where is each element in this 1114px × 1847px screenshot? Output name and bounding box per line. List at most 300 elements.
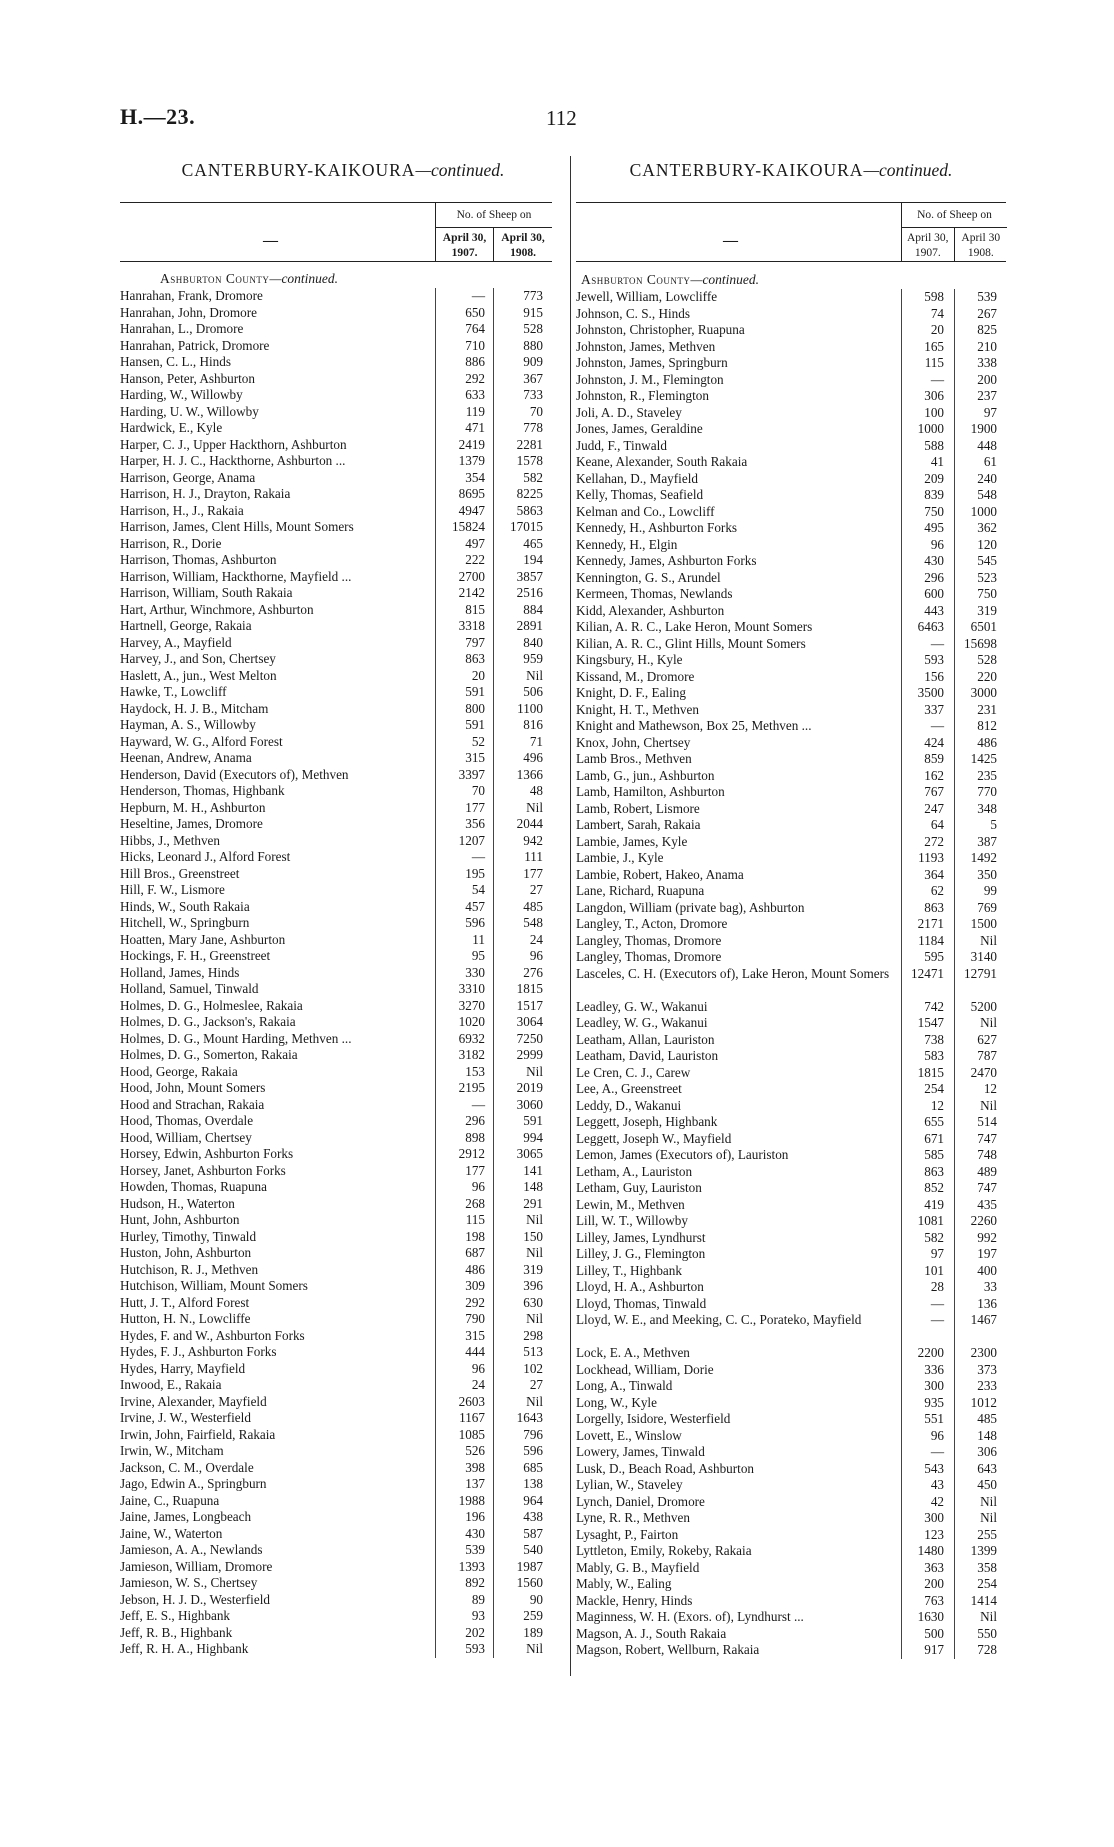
entry-name: Jeff, R. B., Highbank <box>120 1624 233 1640</box>
sheep-1907: 337 <box>924 701 944 717</box>
sheep-1907: 430 <box>924 553 944 568</box>
sheep-1907: 272 <box>924 833 944 849</box>
table-row <box>576 405 1006 422</box>
entry-name: Hurley, Timothy, Tinwald <box>120 1228 257 1244</box>
entry-name: Leadley, W. G., Wakanui <box>576 1015 708 1030</box>
table-row <box>576 570 1006 587</box>
sheep-1908: Nil <box>980 1510 997 1525</box>
sheep-1907: — <box>471 849 485 864</box>
sheep-1907: 892 <box>465 1575 485 1590</box>
sheep-1908: 150 <box>523 1228 543 1244</box>
sheep-1908: 148 <box>977 1427 997 1443</box>
sheep-1907: 495 <box>924 520 944 535</box>
sheep-1907: 457 <box>465 898 485 914</box>
entry-name: Jaine, C., Ruapuna <box>120 1492 220 1508</box>
left-column-title: CANTERBURY-KAIKOURA—continued. <box>181 160 505 180</box>
sheep-1907: 886 <box>465 354 485 369</box>
sheep-1908: 909 <box>523 354 543 369</box>
sheep-1908: 539 <box>977 289 997 304</box>
sheep-1907: 6463 <box>917 619 944 634</box>
table-row <box>120 948 566 965</box>
table-row <box>576 289 1006 306</box>
table-row <box>120 734 566 751</box>
sheep-1907: 296 <box>465 1113 485 1128</box>
name-column-header: — <box>723 233 738 249</box>
sheep-1908: 400 <box>977 1262 997 1278</box>
entry-name: Lysaght, P., Fairton <box>576 1526 679 1542</box>
sheep-1908: 1500 <box>970 916 997 931</box>
sheep-1907: 196 <box>465 1509 485 1524</box>
entry-name: Hansen, C. L., Hinds <box>120 354 231 369</box>
sheep-1908: 747 <box>977 1180 997 1195</box>
sheep-1908: 2260 <box>970 1213 997 1228</box>
entry-name: Leggett, Joseph, Highbank <box>576 1114 718 1129</box>
table-row <box>120 552 566 569</box>
sheep-group-label: No. of Sheep on <box>902 203 1007 228</box>
sheep-1908: 3065 <box>516 1146 543 1161</box>
entry-name: Kingsbury, H., Kyle <box>576 652 683 667</box>
table-row <box>576 1477 1006 1494</box>
entry-name: Holland, Samuel, Tinwald <box>120 981 259 996</box>
table-row <box>120 981 566 998</box>
table-row <box>576 322 1006 339</box>
sheep-1907: — <box>930 1295 944 1311</box>
sheep-1908: 298 <box>523 1327 543 1343</box>
sheep-1907: 198 <box>465 1228 485 1244</box>
sheep-1907: 100 <box>924 404 944 420</box>
sheep-1908: 1467 <box>970 1312 997 1327</box>
sheep-1908: 1414 <box>970 1592 997 1608</box>
entry-name: Lilley, J. G., Flemington <box>576 1246 706 1261</box>
entry-name: Harvey, A., Mayfield <box>120 634 232 650</box>
sheep-1907: 738 <box>924 1031 944 1047</box>
table-row <box>576 702 1006 719</box>
sheep-1908: 254 <box>977 1576 997 1591</box>
sheep-1908: 319 <box>523 1261 543 1277</box>
entry-name: Johnston, R., Flemington <box>576 388 709 403</box>
sheep-1907: 815 <box>465 601 485 617</box>
table-row <box>576 1164 1006 1181</box>
sheep-1908: 528 <box>977 652 997 667</box>
table-row <box>120 1146 566 1163</box>
sheep-count-header <box>435 203 552 261</box>
table-row <box>120 1559 566 1576</box>
sheep-1907: 62 <box>930 883 944 898</box>
sheep-1907: 500 <box>924 1625 944 1641</box>
entry-name: Lasceles, C. H. (Executors of), Lake Heron, Mount Somers <box>576 965 890 981</box>
table-row <box>120 1361 566 1378</box>
entry-name: Lyttleton, Emily, Rokeby, Rakaia <box>576 1543 752 1558</box>
sheep-1908: 435 <box>977 1196 997 1212</box>
sheep-1907: 28 <box>930 1279 944 1294</box>
sheep-1907: 1184 <box>918 932 944 948</box>
sheep-1907: 89 <box>471 1591 485 1607</box>
sheep-1907: 222 <box>465 552 485 567</box>
entry-name: Knox, John, Chertsey <box>576 734 691 750</box>
table-row <box>120 932 566 949</box>
sheep-1908: 197 <box>977 1246 997 1261</box>
sheep-1907: 419 <box>924 1196 944 1212</box>
entry-name: Harvey, J., and Son, Chertsey <box>120 651 276 666</box>
entry-name: Lee, A., Greenstreet <box>576 1081 682 1096</box>
entry-name: Kellahan, D., Mayfield <box>576 470 698 486</box>
sheep-1908: Nil <box>526 1063 543 1079</box>
entry-name: Hill Bros., Greenstreet <box>120 865 240 881</box>
table-row <box>120 1608 566 1625</box>
entry-name: Lock, E. A., Methven <box>576 1345 690 1360</box>
sheep-group-label: No. of Sheep on <box>436 203 552 228</box>
sheep-1907: 588 <box>924 437 944 453</box>
table-row <box>576 801 1006 818</box>
entry-name: Lorgelly, Isidore, Westerfield <box>576 1411 731 1426</box>
left-column <box>120 158 566 1658</box>
table-row <box>576 685 1006 702</box>
entry-name: Leddy, D., Wakanui <box>576 1097 682 1113</box>
sheep-1907: 70 <box>471 783 485 798</box>
sheep-1907: 156 <box>924 668 944 684</box>
sheep-1908: 2516 <box>516 585 543 600</box>
sheep-1908: 884 <box>523 601 543 617</box>
table-row <box>120 1196 566 1213</box>
entry-name: Haslett, A., jun., West Melton <box>120 667 277 683</box>
sheep-1907: 543 <box>924 1460 944 1476</box>
sheep-1907: 3397 <box>458 766 485 782</box>
sheep-1907: 1207 <box>458 832 485 848</box>
sheep-1907: 1379 <box>458 453 485 468</box>
sheep-1908: 548 <box>523 915 543 930</box>
entry-name: Lambie, Robert, Hakeo, Anama <box>576 866 744 882</box>
table-row <box>576 834 1006 851</box>
sheep-1907: 296 <box>924 569 944 585</box>
entry-name: Leadley, G. W., Wakanui <box>576 998 708 1014</box>
entry-name: Lilley, T., Highbank <box>576 1262 682 1278</box>
entry-name: Harrison, William, Hackthorne, Mayfield ... <box>120 568 352 584</box>
sheep-1907: 202 <box>465 1624 485 1640</box>
table-row <box>576 1395 1006 1412</box>
section-heading: Ashburton County—continued. <box>160 271 339 286</box>
entry-name: Henderson, David (Executors of), Methven <box>120 766 349 782</box>
entry-name: Jones, James, Geraldine <box>576 421 703 436</box>
entry-name: Lambie, J., Kyle <box>576 850 664 865</box>
sheep-1907: 3270 <box>458 997 485 1013</box>
sheep-1908: 5863 <box>516 502 543 518</box>
table-row <box>120 1295 566 1312</box>
name-column-header: — <box>263 233 278 249</box>
sheep-1907: 6932 <box>458 1030 485 1046</box>
entry-name: Hood, William, Chertsey <box>120 1129 252 1145</box>
sheep-1907: 356 <box>465 816 485 831</box>
sheep-1908: 48 <box>529 783 543 798</box>
sheep-1908: 33 <box>983 1279 997 1294</box>
table-row <box>120 1592 566 1609</box>
table-row <box>120 1311 566 1328</box>
sheep-1907: 119 <box>465 403 485 419</box>
table-row <box>120 1080 566 1097</box>
sheep-1908: 747 <box>977 1130 997 1146</box>
table-row <box>120 1460 566 1477</box>
table-row <box>576 372 1006 389</box>
entry-name: Hutt, J. T., Alford Forest <box>120 1294 250 1310</box>
sheep-1907: 650 <box>465 304 485 320</box>
sheep-1908: 220 <box>977 668 997 684</box>
sheep-1908: 728 <box>977 1642 997 1657</box>
right-column-title: CANTERBURY-KAIKOURA—continued. <box>629 160 953 180</box>
sheep-1908: 70 <box>529 403 543 419</box>
sheep-1907: 200 <box>924 1576 944 1591</box>
entry-name: Knight, D. F., Ealing <box>576 685 686 700</box>
sheep-1908: 1517 <box>516 997 543 1013</box>
sheep-1907: 764 <box>465 321 485 336</box>
table-row <box>120 1575 566 1592</box>
table-row <box>576 1510 1006 1527</box>
table-row <box>120 866 566 883</box>
sheep-1908: 120 <box>977 536 997 552</box>
table-row <box>576 1048 1006 1065</box>
table-row <box>576 306 1006 323</box>
report-code: H.—23. <box>120 104 196 129</box>
sheep-1907: 1085 <box>458 1426 485 1442</box>
sheep-1907: 863 <box>924 1163 944 1179</box>
table-row <box>576 537 1006 554</box>
sheep-1907: 430 <box>465 1525 485 1541</box>
sheep-1908: 255 <box>977 1526 997 1542</box>
sheep-1908: 2300 <box>970 1345 997 1360</box>
table-row <box>120 618 566 635</box>
sheep-1907: 364 <box>924 866 944 882</box>
sheep-1907: 2700 <box>458 568 485 584</box>
sheep-1908: 750 <box>977 586 997 601</box>
entry-name: Holland, James, Hinds <box>120 964 240 980</box>
sheep-1907: — <box>930 1312 944 1327</box>
table-row <box>576 751 1006 768</box>
section-heading: Ashburton County—continued. <box>581 272 760 287</box>
entry-name: Harrison, R., Dorie <box>120 535 222 551</box>
entry-name: Mackle, Henry, Hinds <box>576 1592 693 1608</box>
table-row <box>576 669 1006 686</box>
sheep-1908: 528 <box>523 321 543 336</box>
table-row <box>120 321 566 338</box>
table-row <box>120 1509 566 1526</box>
sheep-1907: 593 <box>924 652 944 667</box>
sheep-1908: 61 <box>983 454 997 469</box>
table-row <box>120 816 566 833</box>
entry-name: Langley, Thomas, Dromore <box>576 932 722 948</box>
table-row <box>576 586 1006 603</box>
sheep-1908: 71 <box>529 733 543 749</box>
table-row <box>576 735 1006 752</box>
table-row <box>576 1131 1006 1148</box>
entry-name: Kennedy, H., Ashburton Forks <box>576 520 738 535</box>
table-row <box>576 504 1006 521</box>
entry-name: Letham, A., Lauriston <box>576 1163 693 1179</box>
sheep-1907: 750 <box>924 503 944 519</box>
sheep-1908: 2999 <box>516 1047 543 1062</box>
sheep-1908: 840 <box>523 634 543 650</box>
sheep-1907: 797 <box>465 634 485 650</box>
sheep-1907: 1630 <box>917 1609 944 1624</box>
entry-name: Kissand, M., Dromore <box>576 668 695 684</box>
entry-name: Hart, Arthur, Winchmore, Ashburton <box>120 601 314 617</box>
table-row <box>120 1625 566 1642</box>
entry-name: Heenan, Andrew, Anama <box>120 750 252 765</box>
entry-name: Kelly, Thomas, Seafield <box>576 487 704 502</box>
table-row <box>120 1047 566 1064</box>
entry-name: Leatham, David, Lauriston <box>576 1048 719 1063</box>
entry-name: Hanrahan, Frank, Dromore <box>120 288 263 303</box>
table-row <box>120 1113 566 1130</box>
page-number: 112 <box>546 106 577 130</box>
sheep-1907: 2912 <box>458 1146 485 1161</box>
table-row <box>576 1213 1006 1230</box>
table-row <box>576 1576 1006 1593</box>
sheep-1908: 259 <box>523 1608 543 1623</box>
entry-name: Lylian, W., Staveley <box>576 1477 683 1492</box>
table-row <box>576 883 1006 900</box>
entry-name: Jamieson, W. S., Chertsey <box>120 1575 258 1590</box>
entry-name: Irvine, Alexander, Mayfield <box>120 1393 267 1409</box>
entry-name: Leatham, Allan, Lauriston <box>576 1031 715 1047</box>
entry-name: Hydes, F. and W., Ashburton Forks <box>120 1327 305 1343</box>
sheep-1907: 115 <box>924 355 944 370</box>
entry-name: Johnson, C. S., Hinds <box>576 305 690 321</box>
sheep-1907: 1000 <box>917 421 944 436</box>
sheep-1908: 994 <box>523 1129 543 1145</box>
table-row <box>576 1494 1006 1511</box>
sheep-1907: 935 <box>924 1394 944 1410</box>
table-row <box>576 438 1006 455</box>
sheep-1907: 11 <box>472 931 485 947</box>
sheep-1908: 90 <box>529 1591 543 1607</box>
sheep-1908: Nil <box>980 1493 997 1509</box>
sheep-1908: 97 <box>983 404 997 420</box>
entry-name: Kilian, A. R. C., Glint Hills, Mount Somers <box>576 635 806 651</box>
sheep-1908: 111 <box>524 849 543 864</box>
sheep-1907: 209 <box>924 470 944 486</box>
sheep-1907: 763 <box>924 1592 944 1608</box>
entry-name: Hinds, W., South Rakaia <box>120 898 250 914</box>
entry-name: Hardwick, E., Kyle <box>120 420 223 435</box>
sheep-1908: 6501 <box>970 619 997 634</box>
sheep-1908: 177 <box>523 865 543 881</box>
entry-name: Hood, George, Rakaia <box>120 1063 238 1079</box>
sheep-1907: 115 <box>465 1212 485 1227</box>
table-row <box>120 503 566 520</box>
table-row <box>120 783 566 800</box>
sheep-1907: 539 <box>465 1542 485 1557</box>
entry-name: Harper, C. J., Upper Hackthorn, Ashburton <box>120 436 347 452</box>
sheep-1907: 1988 <box>458 1492 485 1508</box>
sheep-1908: 189 <box>523 1624 543 1640</box>
sheep-1907: 2195 <box>458 1080 485 1095</box>
sheep-1908: 1900 <box>970 421 997 436</box>
sheep-1907: 551 <box>924 1411 944 1426</box>
sheep-1908: 769 <box>977 899 997 915</box>
sheep-1908: 787 <box>977 1048 997 1063</box>
table-row <box>576 1609 1006 1626</box>
table-row <box>576 916 1006 933</box>
table-row <box>576 1428 1006 1445</box>
entry-name: Maginness, W. H. (Exors. of), Lyndhurst ... <box>576 1609 804 1624</box>
sheep-1908: 3064 <box>516 1014 543 1029</box>
sheep-1908: 27 <box>529 882 543 897</box>
sheep-1908: 7250 <box>516 1030 543 1046</box>
entry-name: Jamieson, A. A., Newlands <box>120 1542 263 1557</box>
sheep-1907: 162 <box>924 767 944 783</box>
sheep-1907: 177 <box>465 1162 485 1178</box>
table-row <box>120 305 566 322</box>
entry-name: Hepburn, M. H., Ashburton <box>120 799 266 815</box>
sheep-1908: 587 <box>523 1525 543 1541</box>
sheep-1908: 99 <box>983 883 997 898</box>
table-row <box>120 1031 566 1048</box>
table-row <box>576 1279 1006 1296</box>
sheep-1907: 2171 <box>917 916 944 931</box>
table-row <box>120 1542 566 1559</box>
table-row <box>120 519 566 536</box>
sheep-1907: 292 <box>465 370 485 386</box>
sheep-1907: 292 <box>465 1294 485 1310</box>
entry-name: Lamb Bros., Methven <box>576 751 692 766</box>
table-row <box>120 1377 566 1394</box>
sheep-1908: 591 <box>523 1113 543 1128</box>
sheep-1907: 64 <box>930 817 944 832</box>
sheep-1907: 859 <box>924 751 944 766</box>
sheep-1907: 4947 <box>458 502 485 518</box>
table-row <box>576 1230 1006 1247</box>
entry-name: Hayman, A. S., Willowby <box>120 717 256 732</box>
entry-name: Harrison, H., J., Rakaia <box>120 502 244 518</box>
sheep-1907: 20 <box>471 667 485 683</box>
sheep-1908: 465 <box>523 535 543 551</box>
sheep-1907: 137 <box>465 1476 485 1491</box>
table-row <box>120 1163 566 1180</box>
entry-name: Knight and Mathewson, Box 25, Methven ... <box>576 718 812 733</box>
sheep-1907: 710 <box>465 337 485 353</box>
right-table-header <box>576 202 1006 262</box>
entry-name: Jaine, James, Longbeach <box>120 1509 252 1524</box>
entry-name: Lill, W. T., Willowby <box>576 1213 688 1228</box>
table-row <box>576 1378 1006 1395</box>
entry-name: Harper, H. J. C., Hackthorne, Ashburton ... <box>120 453 346 468</box>
col-1907-header: April 30, 1907. <box>436 228 494 261</box>
sheep-1907: 852 <box>924 1180 944 1195</box>
sheep-1908: 338 <box>977 355 997 370</box>
sheep-1908: 306 <box>977 1444 997 1459</box>
table-row <box>120 536 566 553</box>
entry-name: Harrison, Thomas, Ashburton <box>120 552 277 567</box>
entry-name: Lane, Richard, Ruapuna <box>576 883 705 898</box>
entry-name: Hydes, F. J., Ashburton Forks <box>120 1344 277 1359</box>
entry-name: Horsey, Edwin, Ashburton Forks <box>120 1146 294 1161</box>
sheep-1908: Nil <box>980 932 997 948</box>
sheep-1907: 153 <box>465 1063 485 1079</box>
sheep-1907: 687 <box>465 1245 485 1260</box>
sheep-1908: 3060 <box>516 1096 543 1112</box>
entry-name: Johnston, James, Methven <box>576 338 716 354</box>
sheep-1908: Nil <box>526 799 543 815</box>
sheep-1908: 506 <box>523 684 543 699</box>
entry-name: Hood, Thomas, Overdale <box>120 1113 254 1128</box>
table-row <box>576 949 1006 966</box>
left-table-header <box>120 202 552 262</box>
sheep-1907: 165 <box>924 338 944 354</box>
entry-name: Hutton, H. N., Lowcliffe <box>120 1311 251 1326</box>
sheep-1908: 2044 <box>516 816 543 831</box>
sheep-1907: 655 <box>924 1114 944 1129</box>
table-row <box>120 1443 566 1460</box>
entry-name: Lewin, M., Methven <box>576 1196 685 1212</box>
sheep-1908: 231 <box>977 701 997 717</box>
